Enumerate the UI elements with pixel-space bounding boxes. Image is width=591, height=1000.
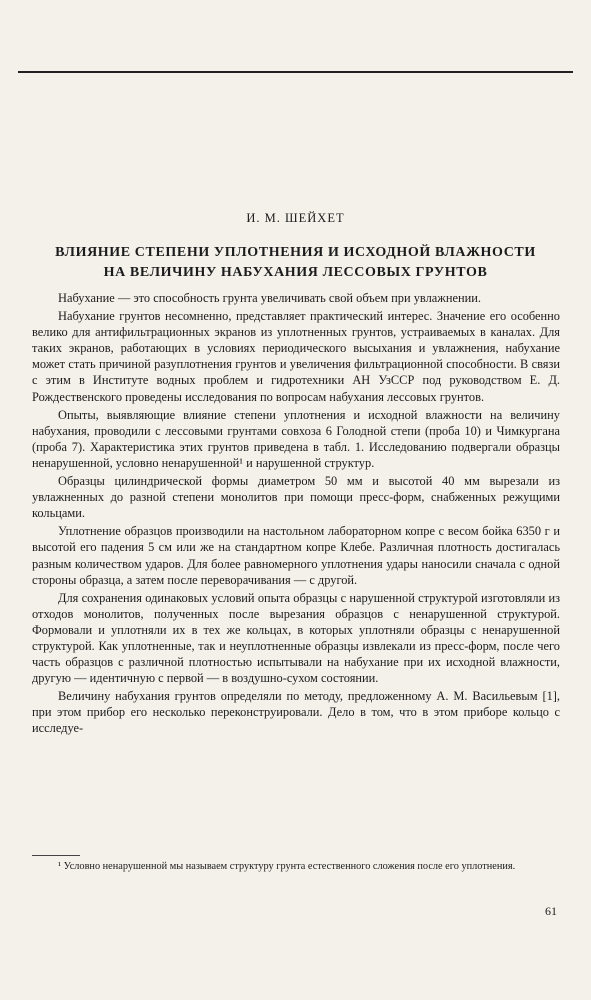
article-title xyxy=(20,243,571,283)
footnote-rule xyxy=(32,855,80,856)
paragraph: Образцы цилиндрической формы диаметром 50 мм и высотой 40 мм вырезали из увлажненных до разной степени монолитов при помощи пресс-форм, снабженных режущими кольцами. xyxy=(32,474,560,521)
paragraph: Опыты, выявляющие влияние степени уплотнения и исходной влажности на величину набухания, проводили с лессовыми грунтами совхоза 6 Голодной степи (проба 10) и Чимкургана (проба 7). Характеристика этих грунтов приведена в табл. 1. Исследованию подвергали образцы ненарушенной, условно ненарушенной¹ и нарушенной структур. xyxy=(32,407,560,470)
author: И. М. ШЕЙХЕТ xyxy=(246,211,345,225)
title-line-1: ВЛИЯНИЕ СТЕПЕНИ УПЛОТНЕНИЯ И ИСХОДНОЙ ВЛАЖНОСТИ xyxy=(55,245,536,260)
paragraph: Для сохранения одинаковых условий опыта образцы с нарушенной структурой изготовляли из отходов монолитов, полученных после вырезания образцов с ненарушенной структурой. Формовали и уплотняли их в тех же кольцах, в которых уплотняли образцы с ненарушенной структурой. Как уплотненные, так и неуплотненные образцы извлекали из пресс-форм, после чего часть образцов с различной плотностью испытывали на набухание при их исходной влажности, другую — идентичную с первой — в воздушно-сухом состоянии. xyxy=(32,590,560,686)
paragraph: Набухание — это способность грунта увеличивать свой объем при увлажнении. xyxy=(58,291,481,305)
page-number: 61 xyxy=(545,904,557,918)
article-body xyxy=(32,290,560,739)
title-line-2: НА ВЕЛИЧИНУ НАБУХАНИЯ ЛЕССОВЫХ ГРУНТОВ xyxy=(103,265,488,280)
footnote xyxy=(32,860,560,874)
paragraph: Набухание грунтов несомненно, представляет практический интерес. Значение его особенно велико для антифильтрационных экранов из уплотненных грунтов, устраиваемых в каналах. Для таких экранов, работающих в условиях периодического высыхания и увлажнения, набухание может стать причиной разуплотнения грунтов и увеличения фильтрационной способности. В связи с этим в Институте водных проблем и гидротехники АН УзССР под руководством Е. Д. Рождественского проведены исследования по вопросам набухания лессовых грунтов. xyxy=(32,309,560,404)
top-rule xyxy=(18,71,573,73)
paragraph: Уплотнение образцов производили на настольном лабораторном копре с весом бойка 6350 г и высотой его падения 5 см или же на стандартном копре Клебе. Различная плотность достигалась разным количеством ударов. Для более равномерного уплотнения удары наносили сначала с одной стороны образца, а затем после переворачивания — с другой. xyxy=(32,524,560,587)
paragraph: Величину набухания грунтов определяли по методу, предложенному А. М. Васильевым [1], при этом прибор его несколько переконструировали. Дело в том, что в этом приборе кольцо с исследуе- xyxy=(32,689,560,736)
footnote-text: ¹ Условно ненарушенной мы называем структуру грунта естественного сложения после его уплотнения. xyxy=(58,861,516,872)
